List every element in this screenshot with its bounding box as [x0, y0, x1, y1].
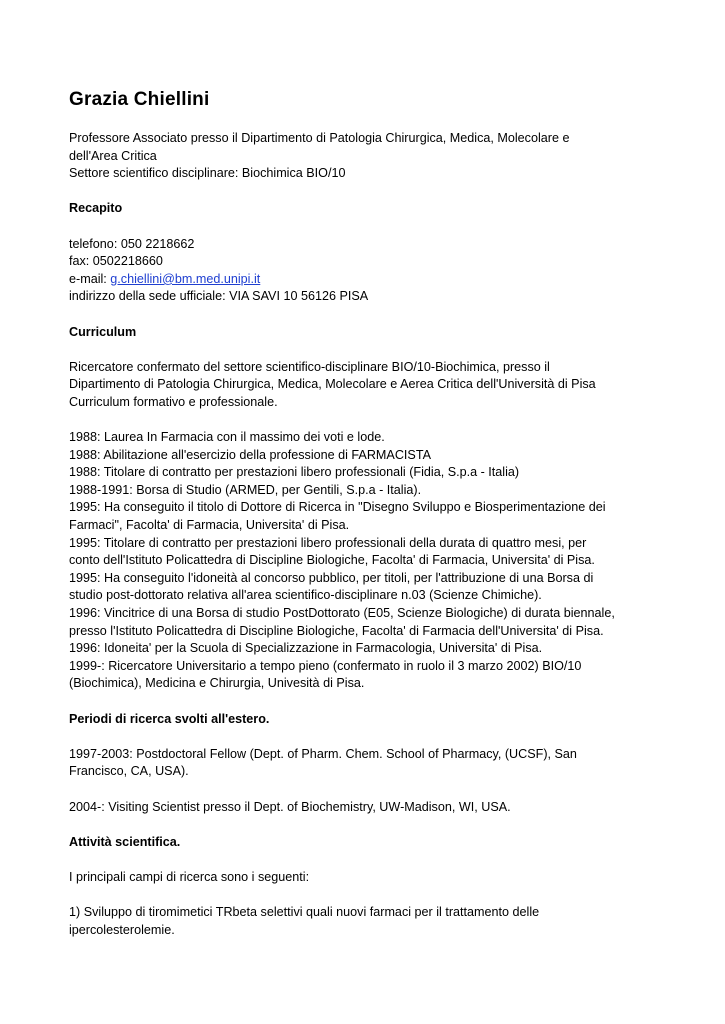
curriculum-entry: 1995: Titolare di contratto per prestazioni libero professionali della durata di quattro mesi, per [69, 535, 587, 550]
research-heading: Attività scientifica. [69, 834, 181, 849]
address-text: indirizzo della sede ufficiale: VIA SAVI 10 56126 PISA [69, 289, 369, 304]
email-link[interactable]: g.chiellini@bm.med.unipi.it [110, 271, 261, 286]
intro-line: Professore Associato presso il Dipartimento di Patologia Chirurgica, Medica, Molecolare e [69, 131, 570, 145]
intro-line: dell'Area Critica [69, 148, 157, 163]
curriculum-entry: studio post-dottorato relativa all'area scientifico-disciplinare n.03 (Scienze Chimiche). [69, 588, 542, 603]
curriculum-heading: Curriculum [69, 324, 137, 339]
phone-text: telefono: 050 2218662 [69, 236, 195, 251]
curriculum-entry: 1988: Abilitazione all'esercizio della professione di FARMACISTA [69, 447, 431, 462]
curriculum-entry: Farmaci", Facolta' di Farmacia, Universita' di Pisa. [69, 518, 350, 533]
curriculum-intro-line: Curriculum formativo e professionale. [69, 394, 278, 409]
contact-heading: Recapito [69, 201, 123, 216]
email-row [69, 271, 669, 289]
intro-line: Settore scientifico disciplinare: Biochimica BIO/10 [69, 166, 346, 181]
curriculum-entry: 1988-1991: Borsa di Studio (ARMED, per Gentili, S.p.a - Italia). [69, 482, 422, 497]
intro-block [69, 130, 669, 183]
research-item-line: 1) Sviluppo di tiromimetici TRbeta selettivi quali nuovi farmaci per il trattamento delle [69, 905, 540, 920]
curriculum-entry: 1996: Idoneita' per la Scuola di Specializzazione in Farmacologia, Universita' di Pisa. [69, 641, 543, 656]
abroad-heading: Periodi di ricerca svolti all'estero. [69, 711, 270, 726]
curriculum-entry: 1995: Ha conseguito il titolo di Dottore di Ricerca in "Disegno Sviluppo e Biosperimentazione dei [69, 500, 606, 515]
curriculum-entry: 1999-: Ricercatore Universitario a tempo pieno (confermato in ruolo il 3 marzo 2002) BIO/10 [69, 658, 582, 673]
curriculum-entry: conto dell'Istituto Policattedra di Discipline Biologiche, Facolta' di Farmacia, Universita' di Pisa. [69, 553, 595, 568]
abroad-entry-line: Francisco, CA, USA). [69, 764, 189, 779]
contact-section [69, 200, 669, 306]
research-item-line: ipercolesterolemie. [69, 922, 175, 937]
curriculum-intro-line: Dipartimento di Patologia Chirurgica, Medica, Molecolare e Aerea Critica dell'Università di Pisa [69, 377, 596, 392]
curriculum-entry: 1995: Ha conseguito l'idoneità al concorso pubblico, per titoli, per l'attribuzione di una Borsa di [69, 570, 594, 585]
abroad-entry-line: 2004-: Visiting Scientist presso il Dept. of Biochemistry, UW-Madison, WI, USA. [69, 799, 511, 814]
curriculum-entry: 1996: Vincitrice di una Borsa di studio PostDottorato (E05, Scienze Biologiche) di durata biennale, [69, 606, 615, 621]
abroad-entry-line: 1997-2003: Postdoctoral Fellow (Dept. of Pharm. Chem. School of Pharmacy, (UCSF), San [69, 746, 577, 761]
cv-page [69, 86, 669, 939]
abroad-section [69, 711, 669, 817]
research-intro: I principali campi di ricerca sono i seguenti: [69, 869, 310, 884]
curriculum-entry: 1988: Titolare di contratto per prestazioni libero professionali (Fidia, S.p.a - Italia) [69, 465, 520, 480]
curriculum-entry: 1988: Laurea In Farmacia con il massimo dei voti e lode. [69, 430, 385, 445]
research-section [69, 834, 669, 940]
curriculum-entry: presso l'Istituto Policattedra di Discipline Biologiche, Facolta' di Farmacia dell'Universita' di Pisa. [69, 623, 604, 638]
email-label: e-mail: [69, 271, 111, 286]
curriculum-section [69, 324, 669, 693]
person-name: Grazia Chiellini [69, 89, 210, 110]
curriculum-intro-line: Ricercatore confermato del settore scientifico-disciplinare BIO/10-Biochimica, presso il [69, 359, 550, 374]
curriculum-entry: (Biochimica), Medicina e Chirurgia, Univesità di Pisa. [69, 676, 365, 691]
fax-text: fax: 0502218660 [69, 254, 163, 269]
